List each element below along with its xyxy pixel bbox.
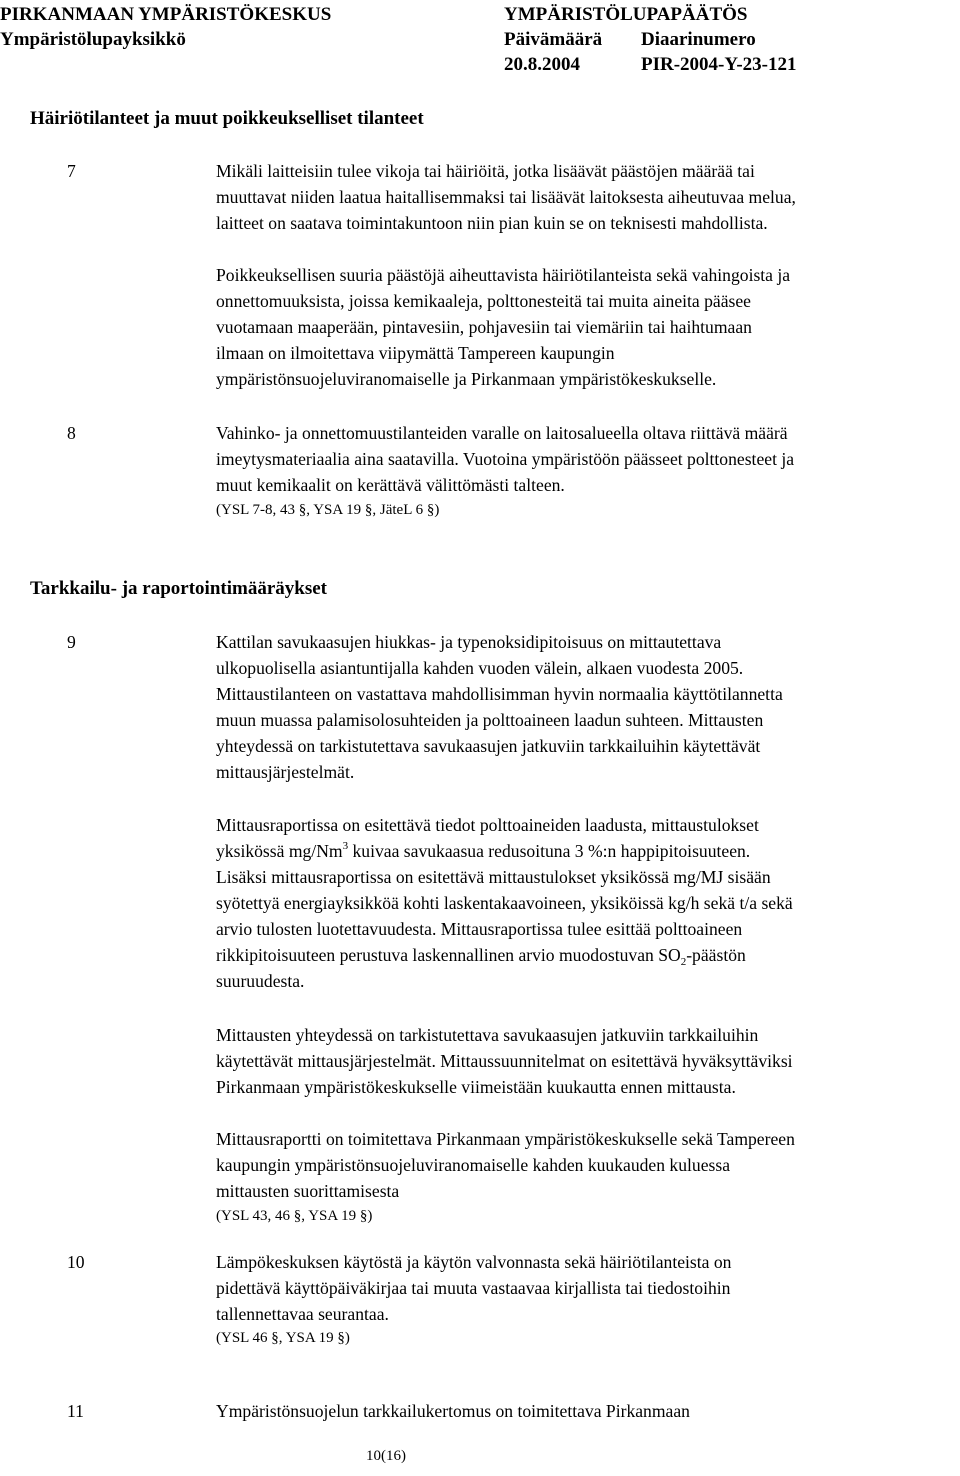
text-fragment: kuivaa savukaasua redusoituna 3 %:n happipitoisuuteen. xyxy=(348,841,751,861)
header-row-3 xyxy=(0,52,960,77)
item-9-paragraph-4 xyxy=(216,1126,960,1204)
item-8-paragraph-1 xyxy=(216,420,960,498)
text-line: syötettyä energiayksikköä kohti laskentakaavoineen, yksiköissä kg/h sekä t/a sekä xyxy=(216,893,793,913)
text-line: ilmaan on ilmoitettava viipymättä Tampereen kaupungin xyxy=(216,343,615,363)
text-line: ympäristönsuojeluviranomaiselle ja Pirkanmaan ympäristökeskukselle. xyxy=(216,369,717,389)
superscript-3: 3 xyxy=(342,840,349,852)
text-line: Mittausraportissa on esitettävä tiedot polttoaineiden laadusta, mittaustulokset xyxy=(216,815,759,835)
text-line: Poikkeuksellisen suuria päästöjä aiheuttavista häiriötilanteista sekä vahingoista ja xyxy=(216,265,791,285)
text-line: Mittausten yhteydessä on tarkistutettava savukaasujen jatkuviin tarkkailuihin xyxy=(216,1025,759,1045)
text-line: Vahinko- ja onnettomuustilanteiden varalle on laitosalueella oltava riittävä määrä xyxy=(216,423,788,443)
text-line: Kattilan savukaasujen hiukkas- ja typenoksidipitoisuus on mittautettava xyxy=(216,632,722,652)
item-9-paragraph-1 xyxy=(216,629,960,785)
item-10-paragraph-1 xyxy=(216,1249,960,1327)
text-line: arvio tulosten luotettavuudesta. Mittausraportissa tulee esittää polttoaineen xyxy=(216,919,743,939)
text-line: tallennettavaa seurantaa. xyxy=(216,1304,389,1324)
text-line: muut kemikaalit on kerättävä välittömästi talteen. xyxy=(216,475,565,495)
text-line: käytettävät mittausjärjestelmät. Mittaussuunnitelmat on esitettävä hyväksyttäviksi xyxy=(216,1051,793,1071)
item-number-10: 10 xyxy=(67,1252,85,1272)
text-line: ulkopuolisella asiantuntijalla kahden vuoden välein, alkaen vuodesta 2005. xyxy=(216,658,744,678)
unit-name: Ympäristölupayksikkö xyxy=(0,29,186,50)
item-7-paragraph-2 xyxy=(216,262,960,392)
item-number-9: 9 xyxy=(67,632,76,652)
text-line: mittausten suorittamisesta xyxy=(216,1181,400,1201)
text-fragment: yksikössä mg/Nm xyxy=(216,841,343,861)
text-line: suuruudesta. xyxy=(216,971,305,991)
document-type: YMPÄRISTÖLUPAPÄÄTÖS xyxy=(504,4,748,25)
text-line: muuttavat niiden laatua haitallisemmaksi tai lisäävät laitoksesta aiheutuvaa melua, xyxy=(216,187,796,207)
text-line xyxy=(216,838,960,864)
subscript-2: 2 xyxy=(680,956,687,968)
item-9-legal-reference: (YSL 43, 46 §, YSA 19 §) xyxy=(216,1208,373,1224)
item-8-legal-reference: (YSL 7-8, 43 §, YSA 19 §, JäteL 6 §) xyxy=(216,502,440,518)
text-line: Ympäristönsuojelun tarkkailukertomus on toimitettava Pirkanmaan xyxy=(216,1401,690,1421)
item-number-7: 7 xyxy=(67,161,76,181)
item-number-8: 8 xyxy=(67,423,76,443)
text-line: Lämpökeskuksen käytöstä ja käytön valvonnasta sekä häiriötilanteista on xyxy=(216,1252,732,1272)
text-line: pidettävä käyttöpäiväkirjaa tai muuta vastaavaa kirjallista tai tiedostoihin xyxy=(216,1278,731,1298)
item-9-paragraph-3 xyxy=(216,1022,960,1100)
text-line: Lisäksi mittausraportissa on esitettävä mittaustulokset yksikössä mg/MJ sisään xyxy=(216,867,771,887)
text-line: Mittausraportti on toimitettava Pirkanmaan ympäristökeskukselle sekä Tampereen xyxy=(216,1129,795,1149)
text-line: kaupungin ympäristönsuojeluviranomaiselle kahden kuukauden kuluessa xyxy=(216,1155,731,1175)
item-10-legal-reference: (YSL 46 §, YSA 19 §) xyxy=(216,1330,350,1346)
text-line: Mikäli laitteisiin tulee vikoja tai häiriöitä, jotka lisäävät päästöjen määrää tai xyxy=(216,161,755,181)
date-value: 20.8.2004 xyxy=(504,54,580,75)
record-value: PIR-2004-Y-23-121 xyxy=(641,54,797,75)
text-fragment: rikkipitoisuuteen perustuva laskennallinen arvio muodostuvan SO xyxy=(216,945,681,965)
organization-name: PIRKANMAAN YMPÄRISTÖKESKUS xyxy=(0,4,332,25)
header-row-1 xyxy=(0,2,960,27)
date-label: Päivämäärä xyxy=(504,29,603,50)
item-11-paragraph-1 xyxy=(216,1398,960,1424)
text-line: laitteet on saatava toimintakuntoon niin pian kuin se on teknisesti mahdollista. xyxy=(216,213,768,233)
page-number: 10(16) xyxy=(366,1448,406,1464)
section-title-disturbances: Häiriötilanteet ja muut poikkeukselliset tilanteet xyxy=(30,108,424,129)
item-7-paragraph-1 xyxy=(216,158,960,236)
text-line: muun muassa palamisolosuhteiden ja polttoaineen laadun suhteen. Mittausten xyxy=(216,710,764,730)
section-title-monitoring: Tarkkailu- ja raportointimääräykset xyxy=(30,578,327,599)
text-line: vuotamaan maaperään, pintavesiin, pohjavesiin tai viemäriin tai haihtumaan xyxy=(216,317,752,337)
text-line xyxy=(216,942,960,968)
text-line: mittausjärjestelmät. xyxy=(216,762,355,782)
text-line: imeytysmateriaalia aina saatavilla. Vuotoina ympäristöön päässeet polttonesteet ja xyxy=(216,449,795,469)
text-fragment: -päästön xyxy=(686,945,746,965)
text-line: Mittaustilanteen on vastattava mahdollisimman hyvin normaalia käyttötilannetta xyxy=(216,684,783,704)
header-row-2 xyxy=(0,27,960,52)
text-line: Pirkanmaan ympäristökeskukselle viimeistään kuukautta ennen mittausta. xyxy=(216,1077,736,1097)
text-line: onnettomuuksista, joissa kemikaaleja, polttonesteitä tai muita aineita pääsee xyxy=(216,291,751,311)
item-number-11: 11 xyxy=(67,1401,84,1421)
record-label: Diaarinumero xyxy=(641,29,756,50)
item-9-paragraph-2 xyxy=(216,812,960,994)
text-line: yhteydessä on tarkistutettava savukaasujen jatkuviin tarkkailuihin käytettävät xyxy=(216,736,761,756)
